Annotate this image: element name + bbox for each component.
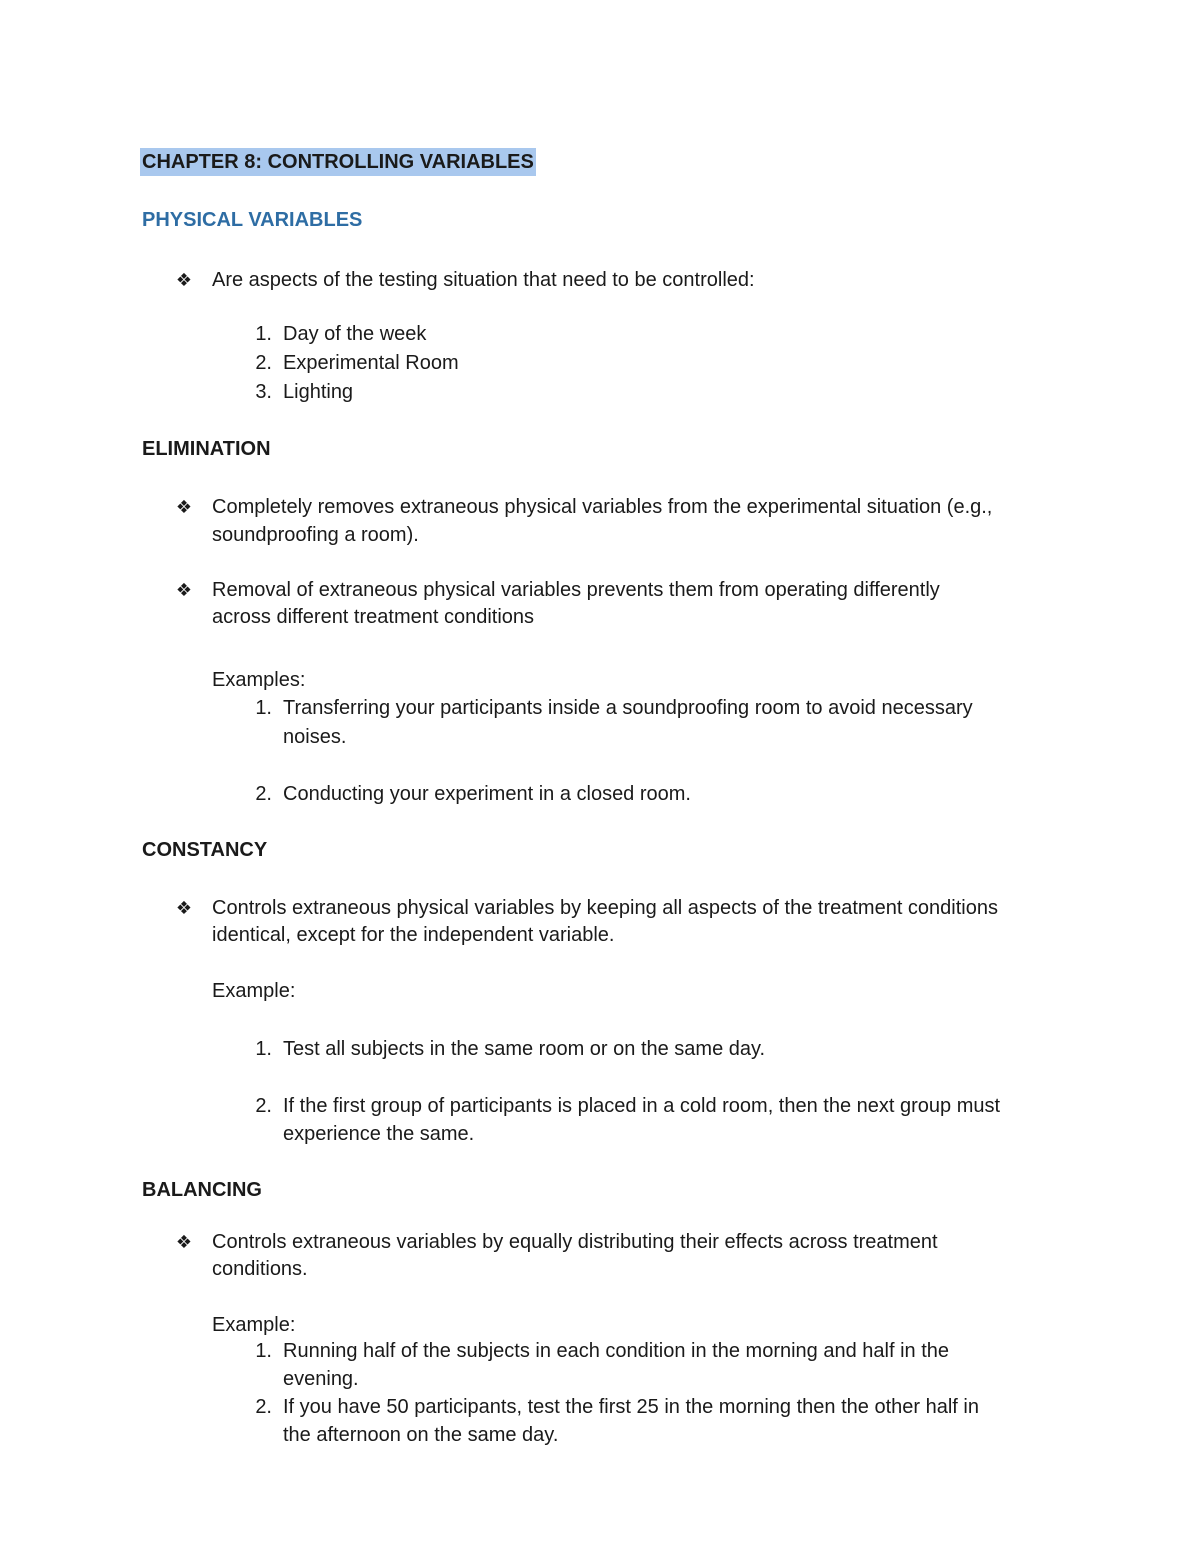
list-item: Lighting — [283, 381, 354, 403]
list-item: Day of the week — [283, 323, 427, 345]
page-title: CHAPTER 8: CONTROLLING VARIABLES — [140, 148, 536, 176]
list-item-number: 1. — [255, 697, 272, 719]
list-item-number: 1. — [255, 1038, 272, 1060]
bullet-text-line: across different treatment conditions — [212, 606, 535, 628]
list-item-number: 3. — [255, 381, 272, 403]
bullet-text: Are aspects of the testing situation that need to be controlled: — [212, 269, 755, 291]
list-item-number: 2. — [255, 352, 272, 374]
section-heading-physical-variables: PHYSICAL VARIABLES — [142, 209, 363, 231]
bullet-text-line: soundproofing a room). — [212, 524, 419, 546]
examples-label: Examples: — [212, 669, 306, 691]
list-item-line: noises. — [283, 726, 347, 748]
list-item-line: the afternoon on the same day. — [283, 1424, 559, 1446]
list-item-line: experience the same. — [283, 1123, 475, 1145]
bullet-text-line: conditions. — [212, 1258, 308, 1280]
list-item: Experimental Room — [283, 352, 459, 374]
section-heading-elimination: ELIMINATION — [142, 438, 271, 460]
list-item-number: 2. — [255, 1396, 272, 1418]
example-label: Example: — [212, 1314, 296, 1336]
bullet-text-line: Controls extraneous physical variables by keeping all aspects of the treatment conditions — [212, 897, 998, 919]
list-item-number: 1. — [255, 323, 272, 345]
bullet-text-line: Completely removes extraneous physical variables from the experimental situation (e.g., — [212, 496, 993, 518]
diamond-bullet-icon: ❖ — [175, 580, 193, 600]
list-item-number: 2. — [255, 783, 272, 805]
list-item-line: Test all subjects in the same room or on the same day. — [283, 1038, 766, 1060]
bullet-item — [174, 493, 194, 521]
diamond-bullet-icon: ❖ — [175, 497, 193, 517]
list-item-line: Conducting your experiment in a closed room. — [283, 783, 691, 805]
list-item-line: If the first group of participants is placed in a cold room, then the next group must — [283, 1095, 1001, 1117]
diamond-bullet-icon: ❖ — [175, 898, 193, 918]
diamond-bullet-icon: ❖ — [175, 1232, 193, 1252]
section-heading-balancing: BALANCING — [142, 1179, 262, 1201]
bullet-text-line: Controls extraneous variables by equally distributing their effects across treatment — [212, 1231, 938, 1253]
bullet-text-line: identical, except for the independent variable. — [212, 924, 615, 946]
bullet-item — [174, 266, 194, 294]
bullet-item — [174, 894, 194, 922]
bullet-text-line: Removal of extraneous physical variables prevents them from operating differently — [212, 579, 940, 601]
list-item-line: Running half of the subjects in each condition in the morning and half in the — [283, 1340, 949, 1362]
list-item-line: evening. — [283, 1368, 359, 1390]
example-label: Example: — [212, 980, 296, 1002]
list-item-number: 2. — [255, 1095, 272, 1117]
bullet-item — [174, 576, 194, 604]
list-item-number: 1. — [255, 1340, 272, 1362]
section-heading-constancy: CONSTANCY — [142, 839, 268, 861]
list-item-line: Transferring your participants inside a soundproofing room to avoid necessary — [283, 697, 973, 719]
diamond-bullet-icon: ❖ — [175, 270, 193, 290]
list-item-line: If you have 50 participants, test the first 25 in the morning then the other half in — [283, 1396, 979, 1418]
bullet-item — [174, 1228, 194, 1256]
